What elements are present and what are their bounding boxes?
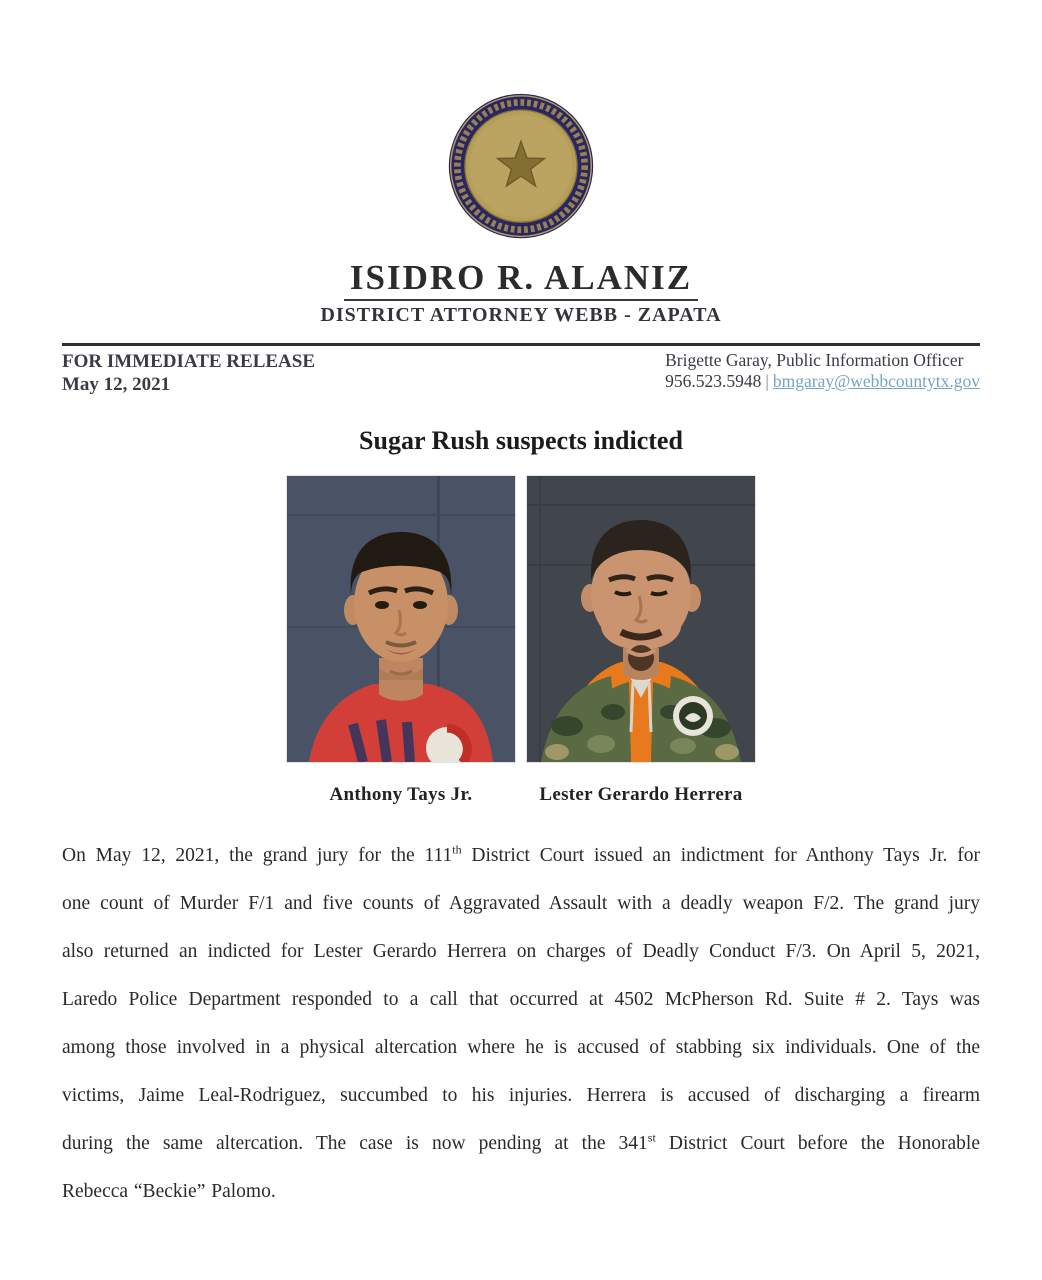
body-line: among those involved in a physical altercation where he is accused of stabbing six individuals. One of the <box>62 1037 980 1058</box>
release-info-row <box>62 350 980 396</box>
body-line: Laredo Police Department responded to a call that occurred at 4502 McPherson Rd. Suite # 2. Tays was <box>62 989 980 1010</box>
release-label: FOR IMMEDIATE RELEASE <box>62 351 316 372</box>
contact-line <box>665 371 980 392</box>
body-line: Rebecca “Beckie” Palomo. <box>62 1181 276 1202</box>
body-line: during the same altercation. The case is now pending at the 341st District Court before the Honorable <box>62 1130 980 1154</box>
contact-email-link[interactable]: bmgaray@webbcountytx.gov <box>772 371 980 391</box>
district-attorney-seal-icon <box>442 92 600 244</box>
body-line: one count of Murder F/1 and five counts of Aggravated Assault with a deadly weapon F/2. The grand jury <box>62 893 980 914</box>
suspect-figure <box>287 476 515 806</box>
mugshot-anthony-tays-image <box>287 476 515 762</box>
divider-rule <box>62 343 980 346</box>
body-text <box>62 832 980 1216</box>
suspect-name-caption: Anthony Tays Jr. <box>329 784 473 805</box>
da-office-seal <box>62 0 980 244</box>
headline: Sugar Rush suspects indicted <box>359 426 683 455</box>
contact-separator: | <box>765 371 769 391</box>
da-name: ISIDRO R. ALANIZ <box>344 258 698 301</box>
suspect-name-caption: Lester Gerardo Herrera <box>539 784 743 805</box>
mugshot-anthony-tays-photo <box>287 476 515 762</box>
release-date: May 12, 2021 <box>62 374 171 395</box>
suspect-figure <box>527 476 755 806</box>
body-line: victims, Jaime Leal-Rodriguez, succumbed to his injuries. Herrera is accused of discharging a firearm <box>62 1085 980 1106</box>
mugshot-lester-herrera-photo <box>527 476 755 762</box>
da-subtitle: DISTRICT ATTORNEY WEBB - ZAPATA <box>320 304 722 326</box>
mugshot-row <box>62 476 980 806</box>
mugshot-lester-herrera-image <box>527 476 755 762</box>
body-line: On May 12, 2021, the grand jury for the 111th District Court issued an indictment for Anthony Tays Jr. for <box>62 842 980 866</box>
body-line: also returned an indicted for Lester Gerardo Herrera on charges of Deadly Conduct F/3. On April 5, 2021, <box>62 941 980 962</box>
contact-phone: 956.523.5948 <box>665 371 762 391</box>
da-name-row <box>62 258 980 301</box>
contact-name: Brigette Garay, Public Information Officer <box>665 350 964 370</box>
